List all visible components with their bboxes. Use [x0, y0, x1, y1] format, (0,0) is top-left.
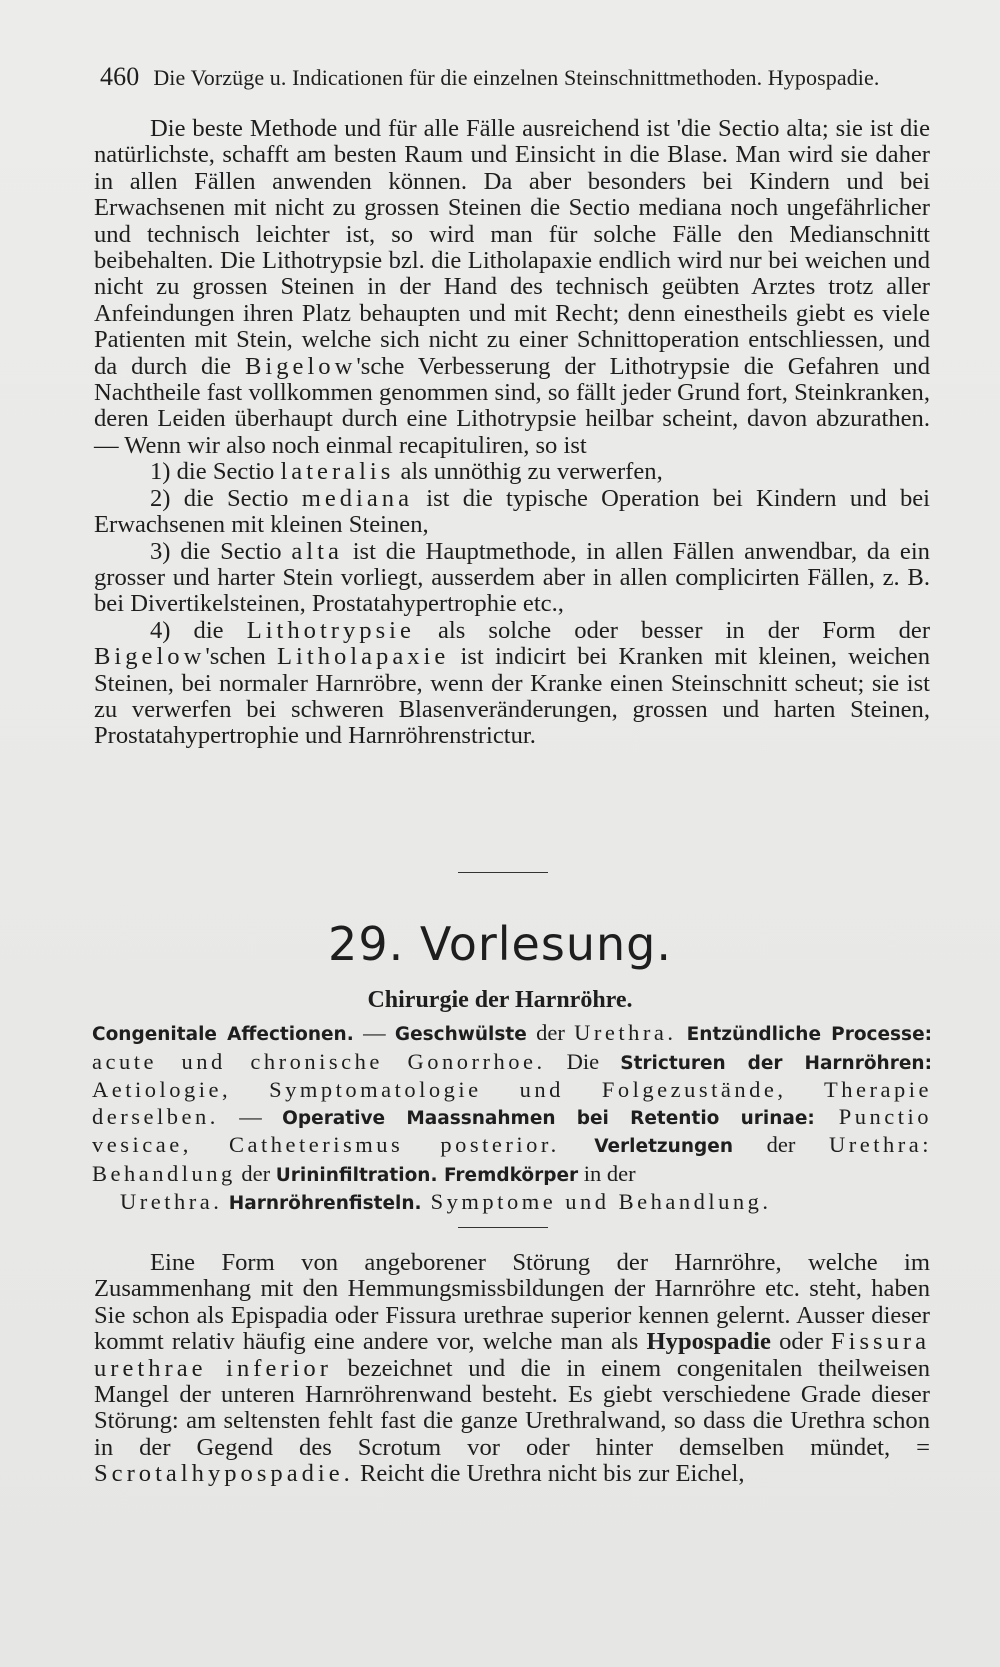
bold-term: Hypospadie — [646, 1328, 771, 1356]
spaced-term: mediana — [301, 484, 414, 512]
paragraph-hypospadie — [94, 1250, 930, 1488]
text-run: der — [235, 1160, 276, 1186]
list-item-4 — [94, 618, 930, 750]
list-item-3 — [94, 539, 930, 618]
spaced-term: Fissura urethrae inferior — [94, 1328, 931, 1382]
running-title: Die Vorzüge u. Indicationen für die einzelnen Steinschnittmethoden. Hypospadie. — [153, 65, 880, 90]
spaced-term: Aetiologie, Symptomatologie und Folgezustände, Therapie derselben. — [92, 1077, 932, 1129]
text-run: Die beste Methode und für alle Fälle ausreichend ist 'die Sectio alta; sie ist die natürlichste, schafft am besten Raum und Einsicht in die Blase. Man wird sie daher in allen Fällen anwenden können. Da aber besonders bei Kindern und bei Erwachsenen mit nicht zu grossen Steinen die Sectio mediana noch ungefährlicher und technisch leichter ist, so wird man für solche Fälle den Medianschnitt beibehalten. Die Lithotrypsie bzl. die Litholapaxie endlich wird nur bei weichen und nicht zu grossen Steinen in der Hand des technisch geübten Arztes trotz aller Anfeindungen ihren Platz behaupten und mit Recht; denn einestheils giebt es viele Patienten mit Stein, welche sich nicht zu einer Schnittoperation entschliessen, und da durch die — [94, 115, 930, 380]
text-run: ist die typische Operation bei Kindern und bei Erwachsenen mit kleinen Steinen, — [94, 484, 930, 539]
text-run: ist die Hauptmethode, in allen Fällen anwendbar, da ein grosser und harter Stein vorliegt, ausserdem aber in allen complicirten Fällen, z. B. bei Divertikelsteinen, Prostatahypertrophie etc., — [94, 537, 930, 618]
lecture-summary — [92, 1020, 932, 1218]
text-run: als unnöthig zu verwerfen, — [400, 458, 663, 486]
separator-rule — [458, 1227, 548, 1228]
lecture-title: 29. Vorlesung. — [328, 917, 672, 971]
spaced-term: Urethra. — [120, 1189, 223, 1214]
text-run: in der — [578, 1160, 636, 1186]
summary-last-line — [92, 1189, 932, 1218]
summary-topic: Fremdkörper — [437, 1164, 579, 1186]
text-run: 4) die — [150, 616, 224, 644]
spaced-term: Litholapaxie — [277, 643, 450, 671]
spaced-term: Scrotalhypospadie. — [94, 1460, 354, 1488]
text-run: der — [732, 1132, 830, 1157]
spaced-term: Symptome und Behandlung. — [421, 1189, 772, 1214]
section-stone-methods — [94, 116, 930, 750]
text-run: 1) die Sectio — [150, 458, 275, 486]
page-header — [100, 62, 940, 92]
text-run: 'schen — [205, 643, 266, 671]
summary-topic: Urininfiltration. — [275, 1164, 438, 1186]
separator-rule — [458, 872, 548, 873]
paragraph-methods — [94, 116, 930, 459]
summary-topic: Operative Maassnahmen bei Retentio urinae: — [282, 1107, 815, 1129]
text-run: als solche oder besser in der Form der — [438, 616, 931, 644]
spaced-term: Behandlung — [92, 1160, 236, 1186]
spaced-term: lateralis — [280, 458, 395, 486]
spaced-term: alta — [291, 537, 343, 565]
text-run: Reicht die Urethra nicht bis zur Eichel, — [359, 1460, 745, 1488]
spaced-term: Urethra: — [829, 1132, 932, 1157]
text-run: Eine Form von angeborener Störung der Harnröhre, welche im Zusammenhang mit den Hemmungsmissbildungen der Harnröhre etc. steht, haben Sie schon als Epispadia oder Fissura urethrae superior kennen gelernt. Ausser dieser kommt relativ häufig eine andere vor, welche man als — [94, 1249, 930, 1356]
spaced-term: Urethra. — [574, 1020, 677, 1045]
summary-topic: Stricturen der Harnröhren: — [620, 1052, 932, 1074]
summary-topic: Harnröhrenfisteln. — [222, 1193, 422, 1214]
summary-topic: Entzündliche Processe: — [676, 1024, 933, 1045]
text-run: bezeichnet und die in einem congenitalen theilweisen Mangel der unteren Harnröhrenwand besteht. Es giebt verschiedene Grade dieser Störung: am seltensten fehlt fast die ganze Urethralwand, so dass die Urethra schon in der Gegend des Scrotum vor oder hinter demselben mündet, — [94, 1354, 930, 1461]
lecture-subtitle: Chirurgie der Harnröhre. — [367, 987, 633, 1013]
list-item-1 — [94, 459, 930, 485]
text-run: Die — [545, 1048, 621, 1074]
summary-topic: Verletzungen — [559, 1136, 733, 1157]
text-run: ist indicirt bei Kranken mit kleinen, weichen Steinen, bei normaler Harnröbre, wenn der Kranke einen Steinschnitt scheut; sie ist zu verwerfen bei schweren Blasenveränderungen, grossen und harten Steinen, Prostatahypertrophie und Harnröhrenstrictur. — [94, 643, 931, 750]
spaced-name: Bigelow — [245, 352, 357, 380]
text-run: — — [353, 1020, 395, 1045]
text-run: = — [916, 1433, 930, 1461]
text-run: oder — [779, 1328, 823, 1356]
page-number: 460 — [100, 62, 140, 91]
summary-paragraph — [92, 1020, 932, 1189]
text-run: — — [218, 1103, 283, 1129]
spaced-name: Bigelow — [94, 643, 206, 671]
spaced-term: acute und chronische Gonorrhoe. — [92, 1048, 546, 1074]
summary-topic: Congenitale Affectionen. — [92, 1024, 354, 1045]
section-hypospadie — [94, 1250, 930, 1488]
text-run: 3) die Sectio — [150, 537, 282, 565]
spaced-term: Lithotrypsie — [246, 616, 415, 644]
text-run: der — [526, 1020, 575, 1045]
spaced-term: Punctio vesicae, Catheterismus posterior. — [92, 1103, 932, 1157]
text-run: 2) die Sectio — [150, 484, 289, 512]
text-run: 'sche Verbesserung der Lithotrypsie die Gefahren und Nachtheile fast vollkommen genommen sind, so fällt jeder Grund fort, Steinkranken, deren Leiden überhaupt durch eine Lithotrypsie heilbar scheint, davon abzurathen. — Wenn wir also noch einmal recapituliren, so ist — [94, 352, 931, 459]
summary-topic: Geschwülste — [394, 1024, 527, 1045]
list-item-2 — [94, 486, 930, 539]
